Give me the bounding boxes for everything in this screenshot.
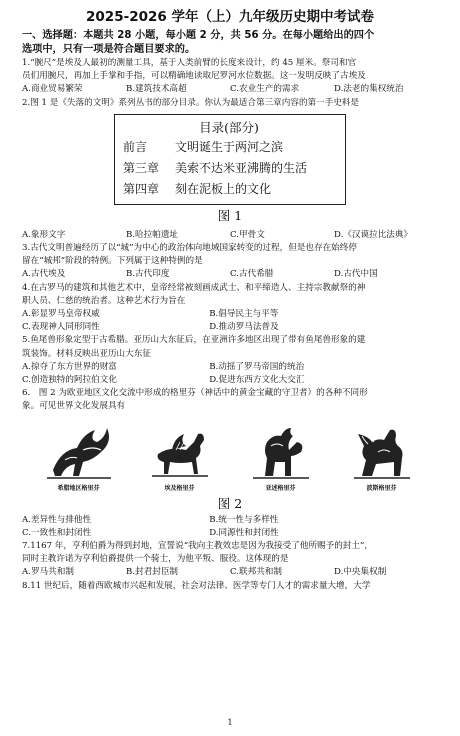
option-b[interactable]: B.哈拉帕遗址	[126, 229, 179, 240]
option-b[interactable]: B.古代印度	[126, 269, 170, 280]
griffin-caption: 希腊地区格里芬	[57, 484, 100, 492]
section-heading	[22, 29, 438, 57]
question-1-options	[22, 83, 438, 96]
option-c[interactable]: C.农业生产的需求	[230, 84, 300, 95]
option-d[interactable]: D.中央集权制	[334, 567, 387, 578]
question-8	[22, 580, 438, 593]
figure-1-caption: 图 1	[217, 207, 243, 223]
option-c[interactable]: C.古代希腊	[230, 269, 274, 280]
question-1-stem-2: 员们用腕尺，再加上手掌和手指，可以精确地读取尼罗河水位数据。这一发明反映了古埃及	[22, 71, 366, 82]
question-6	[22, 387, 438, 540]
option-b[interactable]: B.动摇了罗马帝国的统治	[209, 361, 305, 372]
question-3-options	[22, 268, 438, 281]
option-a[interactable]: A.商业贸易繁荣	[22, 84, 83, 95]
option-d[interactable]: D.古代中国	[334, 269, 378, 280]
question-8-stem-1: 8.11 世纪后，随着西欧城市兴起和发展，社会对法律、医学等专门人才的需求量大增，大学	[22, 580, 371, 591]
option-a[interactable]: A.掠夺了东方世界的财富	[22, 361, 117, 372]
toc-chapter: 第三章	[123, 160, 160, 175]
question-7-options	[22, 566, 438, 579]
exam-title: 2025-2026 学年（上）九年级历史期中考试卷	[86, 9, 374, 25]
option-c[interactable]: C.创造独特的阿拉伯文化	[22, 375, 117, 386]
griffin-caption: 埃及格里芬	[164, 484, 195, 492]
griffin-caption: 波斯格里芬	[366, 484, 397, 492]
option-d[interactable]: D.《汉谟拉比法典》	[334, 229, 413, 240]
question-4-options-row-1	[22, 308, 438, 321]
option-a[interactable]: A.差异性与排他性	[22, 514, 92, 525]
option-c[interactable]: C.一致性和封闭性	[22, 527, 92, 538]
question-1-stem-1: 1.“腕尺”是埃及人最初的测量工具，基于人类前臂的长度来设计，约 45 厘米。祭司和官	[22, 58, 357, 68]
question-4-stem-2: 职人员、仁慈的统治者。这种艺术行为旨在	[22, 295, 186, 306]
option-d[interactable]: D.促进东西方文化大交汇	[209, 375, 305, 386]
egyptian-griffin-figure	[140, 420, 220, 494]
question-4-options-row-2	[22, 321, 438, 334]
toc-row	[123, 179, 335, 200]
question-3-stem-2: 留在“城邦”阶段的特例。下列属于这种特例的是	[22, 256, 203, 267]
question-7-stem-2: 同时主教许诺为亨利伯爵提供一个骑士，为他平叛、服役。这体现的是	[22, 554, 289, 565]
table-of-contents-figure	[114, 114, 346, 205]
assyrian-griffin-image	[245, 420, 317, 484]
option-a[interactable]: A.象形文字	[22, 229, 66, 240]
toc-chapter-title: 美索不达米亚沸腾的生活	[175, 160, 308, 175]
question-6-options-row-2	[22, 527, 438, 540]
question-4-stem-1: 4.在古罗马的建筑和其他艺术中，皇帝经常被刻画成武士、和平缔造人、主持宗教献祭的神	[22, 282, 366, 293]
figure-2-caption: 图 2	[217, 495, 243, 511]
option-c[interactable]: C.联邦共和制	[230, 567, 282, 578]
question-3-stem-1: 3.古代文明普遍经历了以“城”为中心的政治体向地域国家转变的过程，但是也存在始终停	[22, 243, 357, 254]
toc-row	[123, 137, 335, 158]
toc-chapter-title: 刻在泥板上的文化	[175, 181, 272, 196]
page-number: 1	[227, 718, 233, 727]
question-7	[22, 540, 438, 580]
griffin-caption: 亚述格里芬	[265, 484, 296, 492]
option-d[interactable]: D.推动罗马法普及	[209, 322, 279, 333]
section-heading-line-1: 一、选择题：本题共 28 小题，每小题 2 分，共 56 分。在每小题给出的四个	[22, 30, 375, 41]
question-2	[22, 97, 438, 242]
question-6-stem-2: 象。可见世界文化发展具有	[22, 401, 126, 412]
question-6-stem-1: 6. 图 2 为欧亚地区文化交流中形成的格里芬（神话中的黄金宝藏的守卫者）的各种不同形	[22, 388, 368, 399]
option-c[interactable]: C.表现神人同形同性	[22, 322, 100, 333]
question-5-options-row-1	[22, 361, 438, 374]
toc-heading: 目录(部分)	[199, 119, 259, 135]
greek-griffin-image	[43, 420, 115, 484]
question-5	[22, 334, 438, 387]
question-5-options-row-2	[22, 374, 438, 387]
toc-chapter-title: 文明诞生于两河之滨	[175, 139, 284, 154]
section-heading-line-2: 选项中，只有一项是符合题目要求的。	[22, 44, 196, 55]
question-5-stem-2: 筑装饰。材料反映出亚历山大东征	[22, 348, 151, 359]
egyptian-griffin-image	[144, 420, 216, 484]
griffin-figures	[22, 420, 438, 494]
question-4	[22, 282, 438, 335]
question-7-stem-1: 7.1167 年，亨利伯爵为得到封地，宣誓说“我向主教效忠是因为我接受了他所赐予的封土”，	[22, 541, 373, 552]
option-b[interactable]: B.倡导民主与平等	[209, 309, 279, 320]
persian-griffin-image	[346, 420, 418, 484]
question-5-stem-1: 5.鱼尾兽形象定型于古希腊。亚历山大东征后，在亚洲许多地区出现了带有鱼尾兽形象的建	[22, 335, 366, 346]
persian-griffin-figure	[342, 420, 422, 494]
option-b[interactable]: B.封君封臣制	[126, 567, 179, 578]
question-2-options	[22, 229, 438, 242]
option-b[interactable]: B.建筑技术高超	[126, 84, 187, 95]
question-3	[22, 242, 438, 282]
toc-chapter: 第四章	[123, 181, 160, 196]
toc-row	[123, 158, 335, 179]
question-2-stem: 2.图 1 是《失落的文明》系列丛书的部分目录。你认为最适合第三章内容的第一手史料是	[22, 97, 360, 108]
question-1	[22, 57, 438, 97]
question-6-options-row-1	[22, 514, 438, 527]
option-b[interactable]: B.统一性与多样性	[209, 514, 279, 525]
option-a[interactable]: A.彰显罗马皇帝权威	[22, 309, 100, 320]
option-d[interactable]: D.同源性和封闭性	[209, 527, 279, 538]
option-c[interactable]: C.甲骨文	[230, 229, 265, 240]
greek-griffin-figure	[39, 420, 119, 494]
option-d[interactable]: D.法老的集权统治	[334, 84, 404, 95]
assyrian-griffin-figure	[241, 420, 321, 494]
option-a[interactable]: A.罗马共和制	[22, 567, 74, 578]
option-a[interactable]: A.古代埃及	[22, 269, 66, 280]
toc-chapter: 前言	[123, 139, 148, 154]
